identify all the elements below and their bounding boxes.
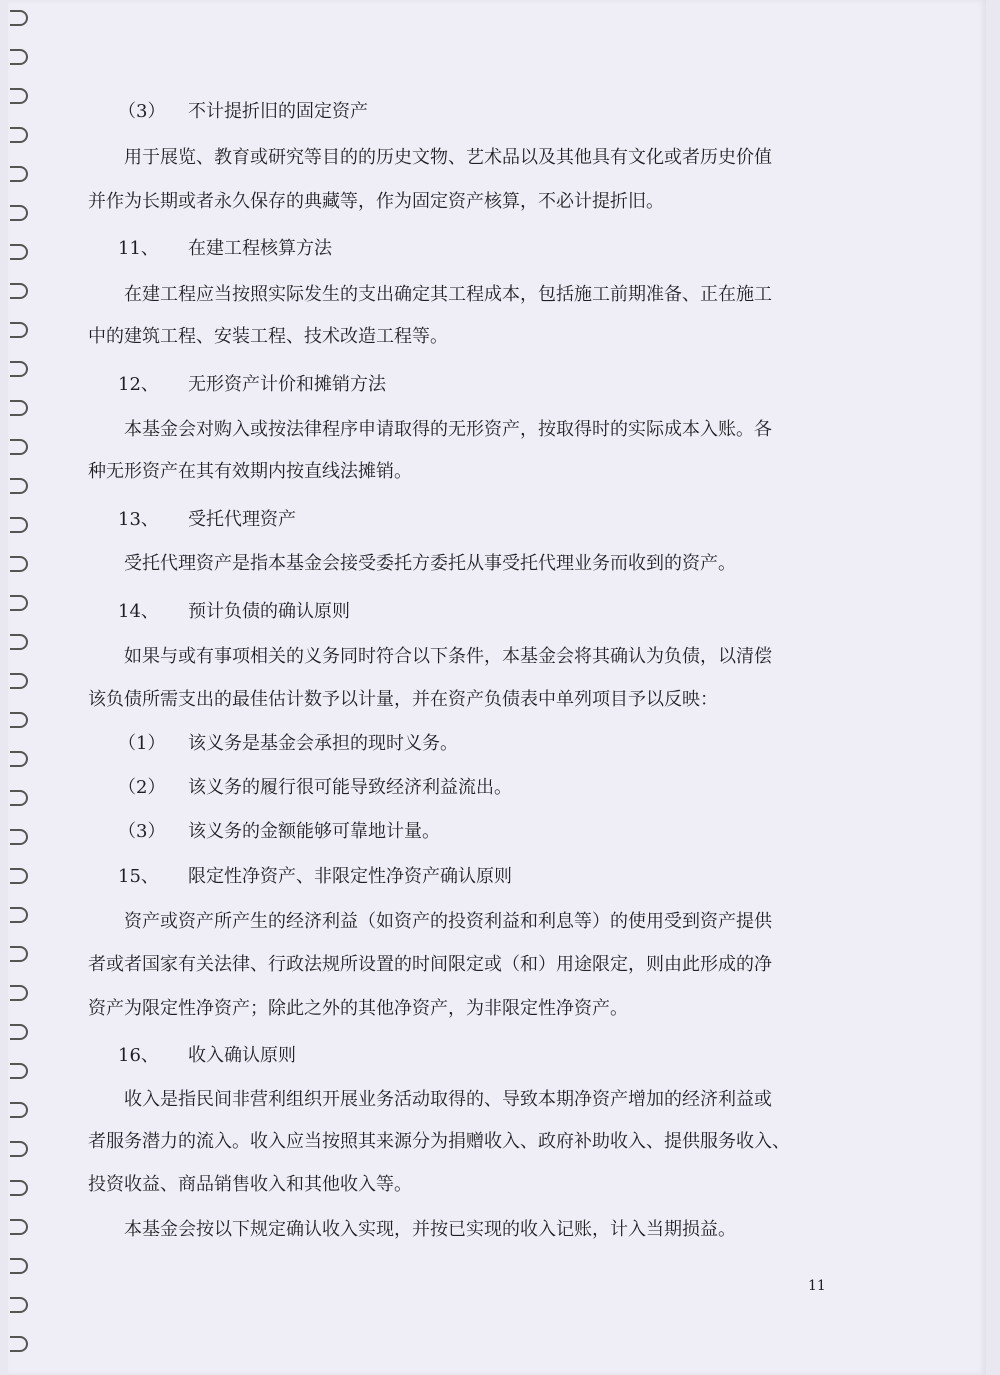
list-item: （1） 该义务是基金会承担的现时义务。 bbox=[118, 733, 458, 754]
binding-ring bbox=[10, 1024, 28, 1040]
paragraph-line: 在建工程应当按照实际发生的支出确定其工程成本，包括施工前期准备、正在施工 bbox=[124, 284, 772, 305]
paragraph-line: 用于展览、教育或研究等目的的历史文物、艺术品以及其他具有文化或者历史价值 bbox=[124, 147, 772, 168]
binding-ring bbox=[10, 88, 28, 104]
binding-ring bbox=[10, 829, 28, 845]
binding-ring bbox=[10, 478, 28, 494]
heading-11: 11、 在建工程核算方法 bbox=[118, 238, 332, 259]
paragraph-line: 如果与或有事项相关的义务同时符合以下条件，本基金会将其确认为负债，以清偿 bbox=[124, 646, 772, 667]
heading-14: 14、 预计负债的确认原则 bbox=[118, 601, 350, 622]
list-item: （2） 该义务的履行很可能导致经济利益流出。 bbox=[118, 777, 512, 798]
paragraph-line: 资产或资产所产生的经济利益（如资产的投资利益和利息等）的使用受到资产提供 bbox=[124, 911, 772, 932]
binding-ring bbox=[10, 1219, 28, 1235]
heading-15: 15、 限定性净资产、非限定性净资产确认原则 bbox=[118, 866, 512, 887]
binding-ring bbox=[10, 595, 28, 611]
paragraph-line: 者或者国家有关法律、行政法规所设置的时间限定或（和）用途限定，则由此形成的净 bbox=[88, 954, 772, 975]
binding-ring bbox=[10, 517, 28, 533]
binding-ring bbox=[10, 1258, 28, 1274]
binding-ring bbox=[10, 244, 28, 260]
paragraph-line: 收入是指民间非营利组织开展业务活动取得的、导致本期净资产增加的经济利益或 bbox=[124, 1089, 772, 1110]
binding-ring bbox=[10, 673, 28, 689]
binding-ring bbox=[10, 1297, 28, 1313]
heading-16: 16、 收入确认原则 bbox=[118, 1045, 296, 1066]
binding-ring bbox=[10, 361, 28, 377]
binding-ring bbox=[10, 10, 28, 26]
paragraph-line: 本基金会按以下规定确认收入实现，并按已实现的收入记账，计入当期损益。 bbox=[124, 1219, 736, 1240]
list-item: （3） 该义务的金额能够可靠地计量。 bbox=[118, 821, 440, 842]
binding-ring bbox=[10, 634, 28, 650]
binding-ring bbox=[10, 868, 28, 884]
paragraph-line: 者服务潜力的流入。收入应当按照其来源分为捐赠收入、政府补助收入、提供服务收入、 bbox=[88, 1131, 790, 1152]
binding-ring bbox=[10, 1063, 28, 1079]
paragraph-line: 受托代理资产是指本基金会接受委托方委托从事受托代理业务而收到的资产。 bbox=[124, 553, 736, 574]
paragraph-line: 种无形资产在其有效期内按直线法摊销。 bbox=[88, 461, 412, 482]
heading-12: 12、 无形资产计价和摊销方法 bbox=[118, 374, 386, 395]
binding-ring bbox=[10, 322, 28, 338]
binding-ring bbox=[10, 166, 28, 182]
paragraph-line: 投资收益、商品销售收入和其他收入等。 bbox=[88, 1174, 412, 1195]
binding-ring bbox=[10, 946, 28, 962]
paragraph-line: 该负债所需支出的最佳估计数予以计量，并在资产负债表中单列项目予以反映： bbox=[88, 689, 718, 710]
paragraph-line: 并作为长期或者永久保存的典藏等，作为固定资产核算，不必计提折旧。 bbox=[88, 191, 664, 212]
spiral-binding bbox=[8, 0, 32, 1375]
binding-ring bbox=[10, 907, 28, 923]
heading-13: 13、 受托代理资产 bbox=[118, 509, 296, 530]
binding-ring bbox=[10, 1336, 28, 1352]
binding-ring bbox=[10, 1102, 28, 1118]
binding-ring bbox=[10, 205, 28, 221]
binding-ring bbox=[10, 127, 28, 143]
binding-ring bbox=[10, 985, 28, 1001]
paragraph-line: 本基金会对购入或按法律程序申请取得的无形资产，按取得时的实际成本入账。各 bbox=[124, 419, 772, 440]
binding-ring bbox=[10, 790, 28, 806]
binding-ring bbox=[10, 556, 28, 572]
binding-ring bbox=[10, 400, 28, 416]
binding-ring bbox=[10, 1180, 28, 1196]
binding-ring bbox=[10, 283, 28, 299]
binding-ring bbox=[10, 1141, 28, 1157]
paragraph-line: 中的建筑工程、安装工程、技术改造工程等。 bbox=[88, 326, 448, 347]
binding-ring bbox=[10, 712, 28, 728]
binding-ring bbox=[10, 439, 28, 455]
binding-ring bbox=[10, 751, 28, 767]
page-number: 11 bbox=[808, 1278, 826, 1294]
document-page bbox=[8, 0, 986, 1375]
paragraph-line: 资产为限定性净资产；除此之外的其他净资产，为非限定性净资产。 bbox=[88, 998, 628, 1019]
heading-3-fixed-assets: （3） 不计提折旧的固定资产 bbox=[118, 101, 368, 122]
binding-ring bbox=[10, 49, 28, 65]
